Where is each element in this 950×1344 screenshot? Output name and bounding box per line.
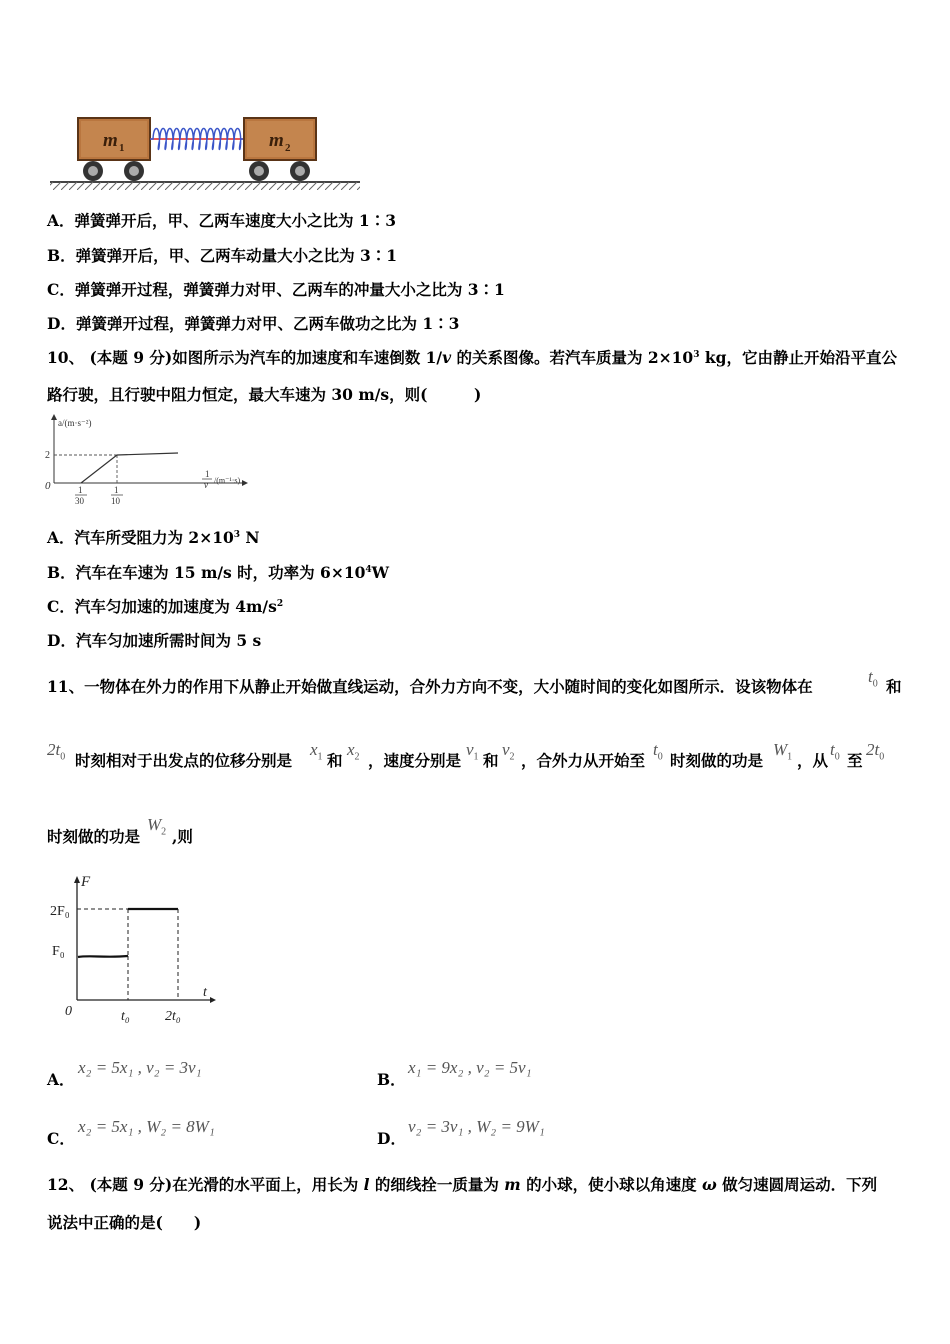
spring — [150, 129, 244, 150]
q11-force-graph — [45, 868, 225, 1028]
q10-option-a: A．汽车所受阻力为 $2\times 10^3$ N — [47, 528, 260, 547]
q11-t0-a: $t_0$ — [868, 667, 878, 690]
q11-stem-line2-b: ，速度分别是 — [368, 751, 462, 770]
q11-option-a-letter: A． — [47, 1070, 75, 1089]
q11-x1: $x_1$ — [310, 740, 323, 763]
q10-stem-line2: 路行驶，且行驶中阻力恒定，最大车速为 30 m/s，则( ) — [47, 385, 482, 404]
q10-xlabel-unit: /(m⁻¹·s) — [214, 476, 241, 485]
q11-stem-line2-a: 时刻相对于出发点的位移分别是 — [75, 751, 293, 770]
cart-m2 — [244, 118, 316, 181]
q10-xlabel-num: 1 — [205, 469, 210, 479]
q10-ytick-2: 2 — [45, 450, 50, 461]
q11-stem-line2-e: ，从 — [797, 751, 829, 770]
q11-2t0-a: $2t_0$ — [47, 740, 66, 763]
q11-stem-line2-f: 至 — [847, 751, 863, 770]
q9-option-c: C．弹簧弹开过程，弹簧弹力对甲、乙两车的冲量大小之比为 3∶1 — [47, 280, 505, 299]
q10-xlabel-den: v — [204, 480, 208, 490]
q11-t0-b: $t_0$ — [653, 740, 663, 763]
cart-m1 — [78, 118, 150, 181]
q10-option-d: D．汽车匀加速所需时间为 5 s — [47, 631, 262, 650]
q10-origin: 0 — [45, 480, 51, 492]
q9-option-d: D．弹簧弹开过程，弹簧弹力对甲、乙两车做功之比为 1∶3 — [47, 314, 460, 333]
q11-segment-f0 — [78, 956, 128, 957]
q9-option-b: B．弹簧弹开后，甲、乙两车动量大小之比为 3∶1 — [47, 246, 398, 265]
q11-stem-line3-a: 时刻做的功是 — [47, 827, 141, 846]
q9-option-a: A．弹簧弹开后，甲、乙两车速度大小之比为 1∶3 — [47, 211, 396, 230]
q11-option-b-formula: x₁ = 9x₂ , v₂ = 5v₁ — [408, 1058, 532, 1077]
carts-spring-figure — [45, 110, 365, 195]
q10-option-c: C．汽车匀加速的加速度为 $4m/s^2$ — [47, 597, 284, 616]
q11-stem-line2-d: 时刻做的功是 — [670, 751, 764, 770]
q11-xtick-2t0: 2t₀ — [165, 1009, 181, 1024]
q11-ylabel: F — [81, 874, 91, 890]
q11-x2: $x_2$ — [347, 740, 360, 763]
q12-stem-line1: 12、 (本题 9 分)在光滑的水平面上，用长为 l 的细线拴一质量为 m 的小球，使小球以角速度 ω 做匀速圆周运动．下列 — [47, 1175, 878, 1194]
cart1-sub: 1 — [119, 142, 125, 154]
q11-ytick-2f0: 2F₀ — [50, 904, 70, 919]
q12-stem-line2: 说法中正确的是( ) — [47, 1213, 202, 1232]
q10-option-b: B．汽车在车速为 15 m/s 时，功率为 $6\times 10^4W$ — [47, 563, 390, 582]
q11-option-b-letter: B． — [377, 1070, 406, 1089]
q11-option-d-letter: D． — [377, 1129, 406, 1148]
q11-v1: $v_1$ — [466, 740, 479, 763]
q11-ytick-f0: F₀ — [52, 944, 65, 959]
q11-W1: $W_1$ — [773, 740, 793, 763]
q10-ylabel: a/(m·s⁻²) — [58, 418, 92, 428]
q10-accel-graph — [42, 413, 257, 513]
q11-stem-line3-b: ,则 — [172, 827, 193, 846]
q11-t0-c: $t_0$ — [830, 740, 840, 763]
q10-line-flat — [117, 453, 178, 455]
q11-2t0-b: $2t_0$ — [866, 740, 885, 763]
q11-option-c-formula: x₂ = 5x₁ , W₂ = 8W₁ — [78, 1117, 215, 1136]
q11-v2: $v_2$ — [502, 740, 515, 763]
q10-xtick1-den: 30 — [75, 496, 84, 506]
q10-xtick1-num: 1 — [78, 485, 83, 495]
q11-origin: 0 — [65, 1004, 72, 1019]
q11-W2: $W_2$ — [147, 815, 167, 838]
q11-stem-line2-c: ，合外力从开始至 — [521, 751, 646, 770]
q10-xtick2-den: 10 — [111, 496, 120, 506]
q11-stem-line1: 11、一物体在外力的作用下从静止开始做直线运动，合外力方向不变，大小随时间的变化如图所示．设该物体在 — [47, 677, 813, 696]
cart2-sub: 2 — [285, 142, 291, 154]
cart1-label: m — [103, 130, 118, 151]
q11-xtick-t0: t₀ — [121, 1009, 130, 1024]
q10-line-ramp — [81, 455, 117, 483]
cart2-label: m — [269, 130, 284, 151]
q11-and-3: 和 — [483, 751, 499, 770]
q11-xlabel: t — [203, 985, 207, 1000]
q11-and-1: 和 — [886, 677, 902, 696]
q11-option-a-formula: x₂ = 5x₁ , v₂ = 3v₁ — [78, 1058, 202, 1077]
q11-option-d-formula: v₂ = 3v₁ , W₂ = 9W₁ — [408, 1117, 545, 1136]
q10-xtick2-num: 1 — [114, 485, 119, 495]
q11-option-c-letter: C． — [47, 1129, 75, 1148]
q10-stem-line1: 10、 (本题 9 分)如图所示为汽车的加速度和车速倒数 1/v 的关系图像。若汽车质量为 $2\times 10^3$ kg，它由静止开始沿平直公 — [47, 348, 897, 367]
q11-and-2: 和 — [327, 751, 343, 770]
